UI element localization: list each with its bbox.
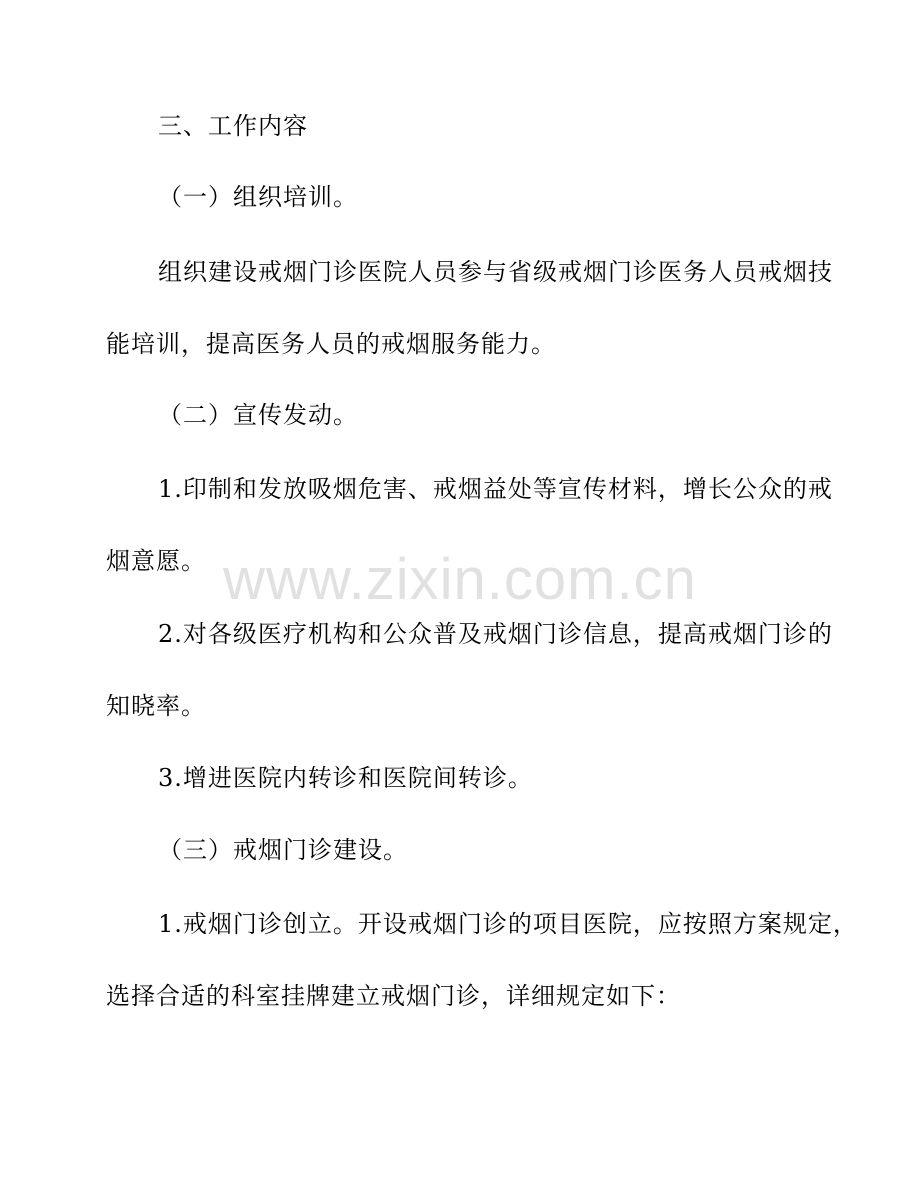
paragraph-line: 3.增进医院内转诊和医院间转诊。	[158, 764, 533, 792]
subsection-heading: （三）戒烟门诊建设。	[158, 836, 408, 864]
paragraph-line: 2.对各级医疗机构和公众普及戒烟门诊信息，提高戒烟门诊的	[158, 620, 833, 648]
paragraph-line: 1.戒烟门诊创立。开设戒烟门诊的项目医院，应按照方案规定，	[158, 910, 858, 938]
section-heading: 三、工作内容	[158, 112, 308, 140]
watermark: www.zixin.com.cn	[223, 547, 697, 612]
paragraph-line: 组织建设戒烟门诊医院人员参与省级戒烟门诊医务人员戒烟技	[158, 258, 833, 286]
paragraph-line: 烟意愿。	[106, 547, 206, 575]
subsection-heading: （二）宣传发动。	[158, 401, 358, 429]
subsection-heading: （一）组织培训。	[158, 183, 358, 211]
paragraph-line: 1.印制和发放吸烟危害、戒烟益处等宣传材料，增长公众的戒	[158, 475, 833, 503]
paragraph-line: 知晓率。	[106, 692, 206, 720]
paragraph-line: 能培训，提高医务人员的戒烟服务能力。	[106, 330, 556, 358]
paragraph-line: 选择合适的科室挂牌建立戒烟门诊，详细规定如下：	[106, 982, 681, 1010]
